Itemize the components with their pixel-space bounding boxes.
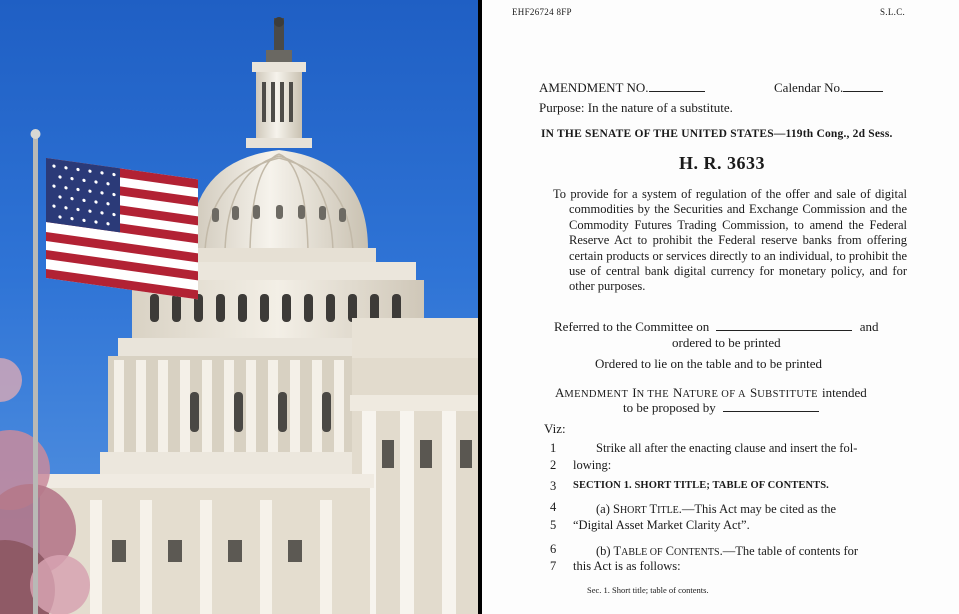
calendar-no-line — [774, 80, 883, 96]
toc-entry: Sec. 1. Short title; table of contents. — [587, 585, 709, 595]
line-text: this Act is as follows: — [573, 559, 681, 573]
purpose-line: Purpose: In the nature of a substitute. — [539, 100, 733, 115]
amendment-no-label: AMENDMENT NO. — [539, 80, 649, 95]
table-of-contents-line: (b) TABLE OF CONTENTS.—The table of contents for — [596, 544, 859, 558]
calendar-no-label: Calendar No. — [774, 80, 844, 95]
short-title-line: (a) SHORT TITLE.—This Act may be cited as the — [596, 502, 837, 516]
amendment-no-blank — [649, 81, 705, 92]
line-number: 7 — [550, 559, 557, 573]
capitol-illustration — [0, 0, 478, 614]
bill-document — [482, 0, 959, 614]
referred-line — [554, 319, 879, 335]
section-heading: SECTION 1. SHORT TITLE; TABLE OF CONTENTS. — [573, 480, 829, 491]
line-number: 6 — [550, 542, 557, 556]
line-number: 2 — [550, 458, 557, 472]
referred-suffix: and — [859, 319, 879, 334]
ordered-lie: Ordered to lie on the table and to be printed — [595, 356, 823, 371]
line-number: 5 — [550, 518, 557, 532]
line-text: Strike all after the enacting clause and insert the fol- — [596, 441, 858, 455]
line-text: lowing: — [573, 458, 612, 472]
referred-prefix: Referred to the Committee on — [554, 319, 710, 334]
us-flag-icon — [46, 158, 198, 299]
viz-label: Viz: — [544, 421, 566, 436]
amendment-intended-line: AMENDMENT IN THE NATURE OF A SUBSTITUTE intended — [555, 385, 867, 400]
line-number: 1 — [550, 441, 557, 455]
senate-line: IN THE SENATE OF THE UNITED STATES—119th Cong., 2d Sess. — [541, 128, 893, 140]
capitol-photo — [0, 0, 478, 614]
proposer-blank — [723, 401, 819, 412]
doc-header-right: S.L.C. — [880, 7, 906, 17]
doc-header-left: EHF26724 8FP — [512, 7, 572, 17]
committee-blank — [716, 320, 852, 331]
line-number: 3 — [550, 479, 557, 493]
dome-lantern — [246, 17, 312, 148]
ordered-printed: ordered to be printed — [672, 335, 781, 350]
calendar-no-blank — [843, 81, 883, 92]
to-be-proposed-line — [623, 400, 819, 416]
amendment-no-line — [539, 80, 705, 96]
bill-purpose: To provide for a system of regulation of the offer and sale of digital commodities by the Securities and Exchange Commission and the Commodity Futures Trading Commission, to amend the Federal Reserve Act to prohibit the Federal reserve banks from offering certain products or services directly to an individual, to prohibit the use of central bank digital currency for monetary policy, and for other purposes. — [553, 187, 907, 294]
to-be-proposed-label: to be proposed by — [623, 400, 716, 415]
line-text: “Digital Asset Market Clarity Act”. — [573, 518, 750, 532]
bill-number: H. R. 3633 — [679, 153, 765, 173]
line-number: 4 — [550, 500, 557, 514]
